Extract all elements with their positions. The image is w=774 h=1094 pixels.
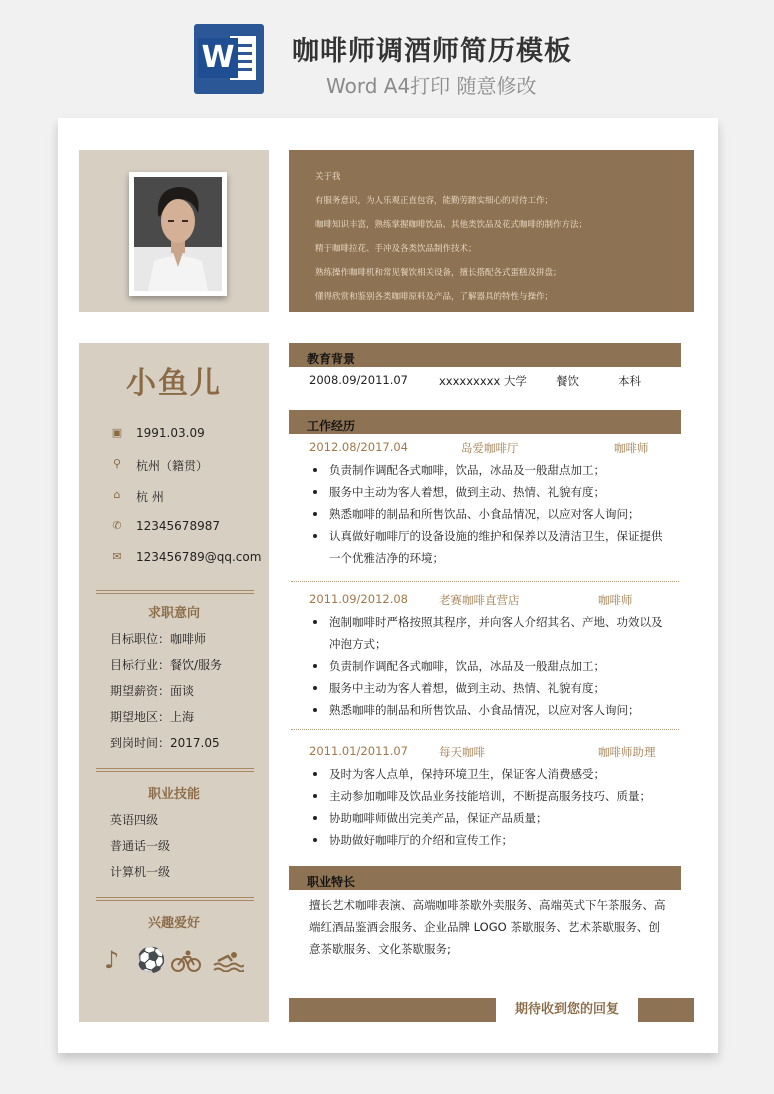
bullet (313, 708, 317, 712)
bullet (313, 772, 317, 776)
job-duty: 服务中主动为客人着想，做到主动、热情、礼貌有度； (329, 681, 605, 695)
word-icon (194, 24, 264, 94)
footer-bar-left (289, 998, 496, 1022)
job-duty: 熟悉咖啡的制品和所售饮品、小食品情况，以应对客人询问； (329, 703, 640, 717)
avatar (129, 172, 227, 296)
job-duty: 负责制作调配各式咖啡，饮品，冰品及一般甜点加工； (329, 463, 605, 477)
divider (96, 593, 254, 594)
bullet (313, 512, 317, 516)
education-school: xxxxxxxxx 大学 (439, 374, 527, 388)
specialty-line: 端红酒品鉴酒会服务、企业品牌 LOGO 茶歇服务、艺术茶歇服务、创 (309, 920, 660, 934)
about-line: 咖啡知识丰富，熟练掌握咖啡饮品、其他类饮品及花式咖啡的制作方法； (315, 220, 588, 230)
about-line: 精于咖啡拉花、手冲及各类饮品制作技术； (315, 244, 477, 254)
divider (96, 897, 254, 898)
email-address: 123456789@qq.com (136, 550, 262, 564)
education-degree: 本科 (618, 374, 641, 388)
job-date: 2012.08/2017.04 (309, 440, 408, 454)
intent-item: 期望地区：上海 (110, 710, 195, 724)
bullet (313, 794, 317, 798)
job-role: 咖啡师 (598, 593, 633, 607)
about-box (289, 150, 694, 312)
page-title: 咖啡师调酒师简历模板 (292, 36, 572, 67)
football-icon: ⚽ (136, 946, 166, 974)
education-title: 教育背景 (297, 349, 365, 367)
job-duty: 泡制咖啡时严格按照其程序，并向客人介绍其名、产地、功效以及 (329, 615, 663, 629)
job-company: 每天咖啡 (439, 745, 485, 759)
residence: 杭 州 (136, 490, 164, 504)
calendar-icon: ▣ (111, 426, 123, 439)
education-header (289, 343, 681, 367)
education-major: 餐饮 (556, 374, 579, 388)
job-date: 2011.01/2011.07 (309, 744, 408, 758)
divider (96, 900, 254, 901)
skill-item: 计算机一级 (110, 865, 171, 879)
job-role: 咖啡师助理 (598, 745, 656, 759)
job-duty: 及时为客人点单，保持环境卫生，保证客人消费感受； (329, 767, 605, 781)
bullet (313, 620, 317, 624)
dotted-divider (291, 581, 679, 582)
specialty-header (289, 866, 681, 890)
specialty-title: 职业特长 (297, 872, 365, 890)
divider (96, 590, 254, 591)
about-line: 有服务意识，为人乐观正直包容，能勤劳踏实细心的对待工作； (315, 196, 554, 206)
intent-item: 目标行业：餐饮/服务 (110, 658, 223, 672)
intent-item: 到岗时间：2017.05 (110, 736, 220, 750)
home-icon: ⌂ (113, 488, 121, 501)
job-company: 老赛咖啡直营店 (439, 593, 520, 607)
reply-text: 期待收到您的回复 (514, 1002, 619, 1017)
bullet (313, 816, 317, 820)
birthdate: 1991.03.09 (136, 426, 205, 440)
job-duty: 服务中主动为客人着想，做到主动、热情、礼貌有度； (329, 485, 605, 499)
divider (96, 768, 254, 769)
bullet (313, 664, 317, 668)
intent-item: 期望薪资：面谈 (110, 684, 195, 698)
specialty-line: 擅长艺术咖啡表演、高端咖啡茶歇外卖服务、高端英式下午茶服务、高 (309, 898, 666, 912)
job-date: 2011.09/2012.08 (309, 592, 408, 606)
job-role: 咖啡师 (614, 441, 649, 455)
dotted-divider (291, 729, 679, 730)
job-duty: 协助做好咖啡厅的介绍和宣传工作； (329, 833, 513, 847)
location-icon: ⚲ (112, 457, 122, 470)
phone-icon: ✆ (112, 519, 122, 532)
hometown: 杭州（籍贯） (136, 459, 209, 473)
bullet (313, 534, 317, 538)
education-date: 2008.09/2011.07 (309, 373, 408, 387)
footer-bar-right (638, 998, 694, 1022)
job-duty: 冲泡方式； (329, 637, 387, 651)
word-icon-letter: W (198, 38, 238, 78)
page-subtitle: Word A4打印 随意修改 (326, 74, 537, 98)
work-header (289, 410, 681, 434)
bullet (313, 490, 317, 494)
job-company: 岛爱咖啡厅 (461, 441, 519, 455)
bullet (313, 838, 317, 842)
about-line: 熟练操作咖啡机和常见餐饮相关设备，擅长搭配各式蛋糕及拼盘； (315, 268, 562, 278)
mail-icon: ✉ (112, 550, 122, 563)
job-duty: 负责制作调配各式咖啡，饮品，冰品及一般甜点加工； (329, 659, 605, 673)
job-duty: 协助咖啡师做出完美产品，保证产品质量； (329, 811, 548, 825)
candidate-name: 小鱼儿 (126, 366, 222, 401)
music-icon: ♪ (104, 946, 120, 974)
specialty-line: 意茶歇服务、文化茶歇服务; (309, 942, 451, 956)
phone-number: 12345678987 (136, 519, 220, 533)
bullet (313, 468, 317, 472)
divider (96, 771, 254, 772)
about-line: 懂得欣赏和鉴别各类咖啡原料及产品，了解器具的特性与操作； (315, 292, 554, 302)
work-title: 工作经历 (297, 416, 365, 434)
job-duty: 认真做好咖啡厅的设备设施的维护和保养以及清洁卫生，保证提供 (329, 529, 663, 543)
cycling-icon (171, 950, 201, 976)
skill-item: 英语四级 (110, 813, 159, 827)
about-heading: 关于我 (315, 172, 341, 182)
intent-title: 求职意向 (147, 606, 200, 621)
swimming-icon (212, 950, 244, 976)
job-duty: 一个优雅洁净的环境； (329, 551, 444, 565)
skills-title: 职业技能 (147, 787, 200, 802)
job-duty: 主动参加咖啡及饮品业务技能培训，不断提高服务技巧、质量； (329, 789, 651, 803)
hobbies-title: 兴趣爱好 (147, 916, 200, 931)
bullet (313, 686, 317, 690)
job-duty: 熟悉咖啡的制品和所售饮品、小食品情况，以应对客人询问； (329, 507, 640, 521)
intent-item: 目标职位：咖啡师 (110, 632, 207, 646)
skill-item: 普通话一级 (110, 839, 171, 853)
